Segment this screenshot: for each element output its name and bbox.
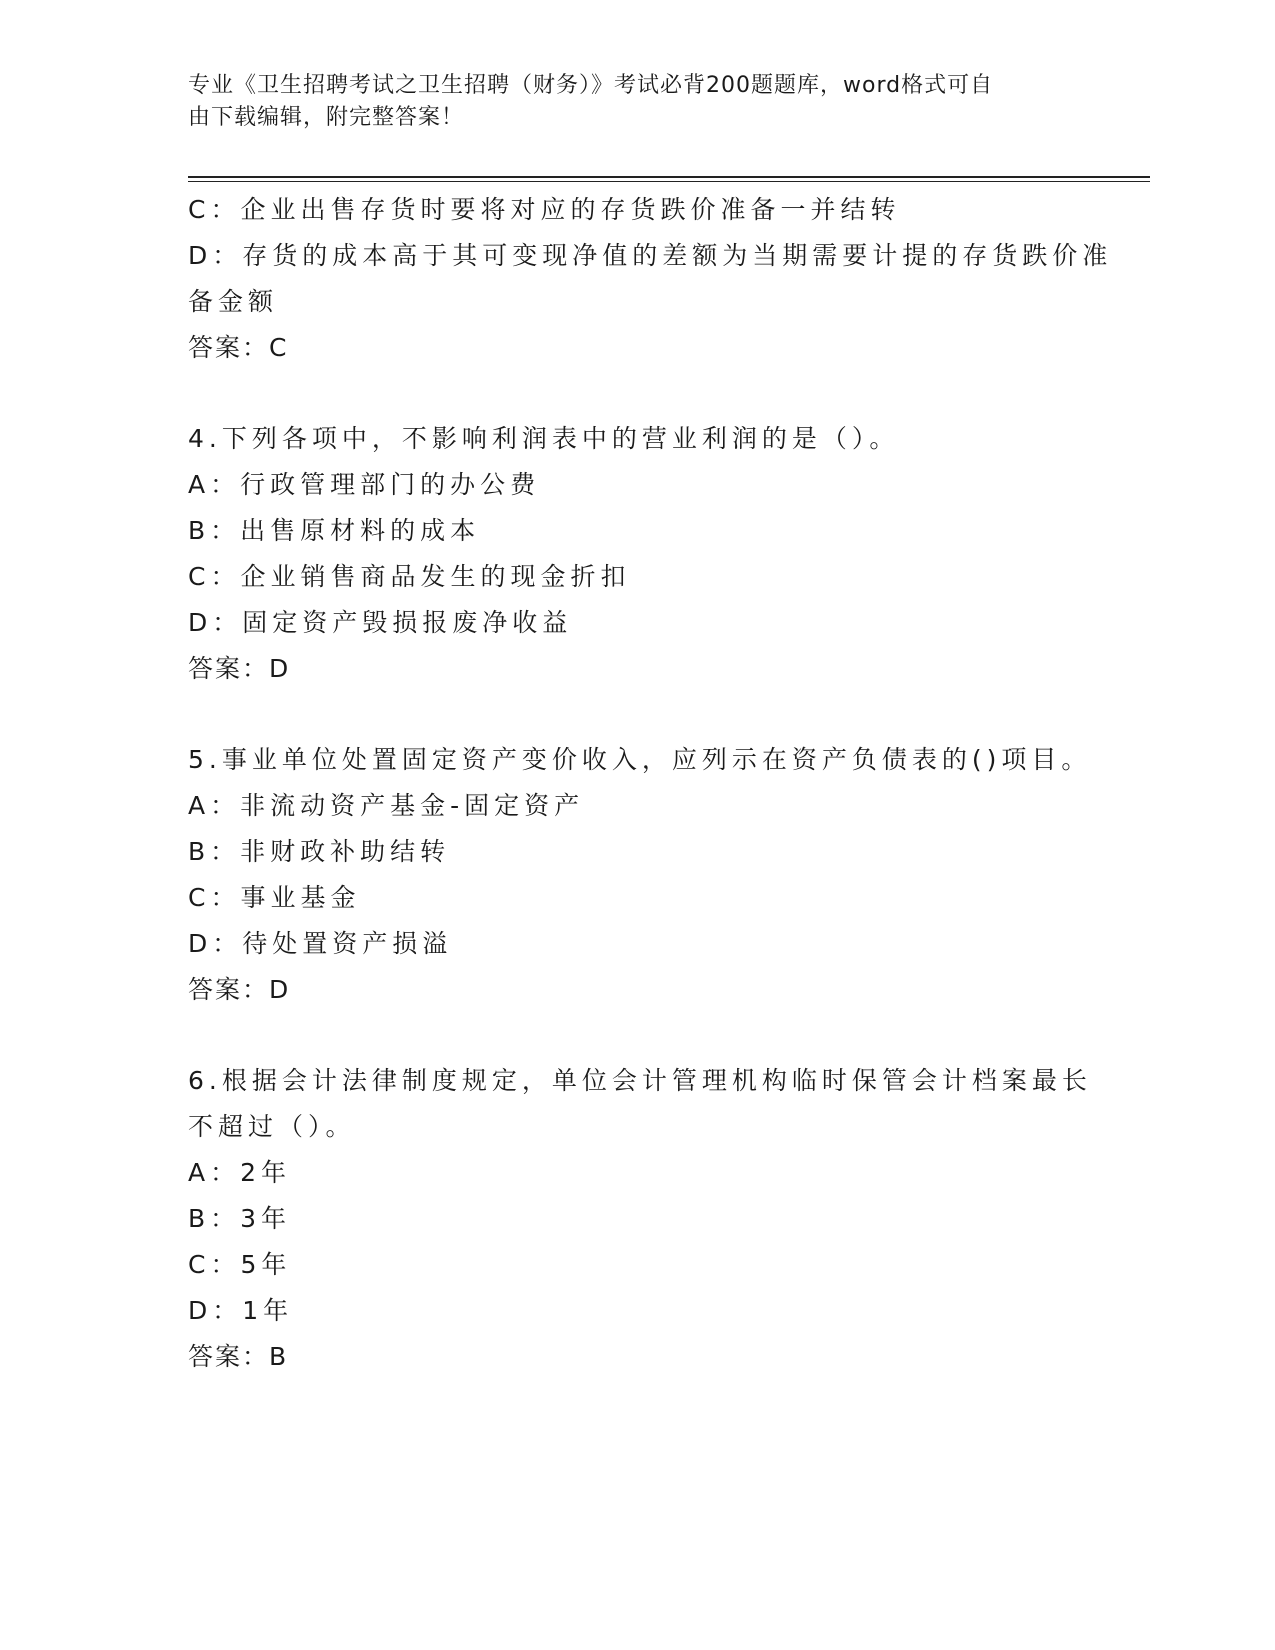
- answer-line: 答案：D: [188, 654, 291, 683]
- spacer: [188, 1013, 1088, 1058]
- option-d: D：固定资产毁损报废净收益: [188, 608, 573, 637]
- option-c: C：5年: [188, 1250, 292, 1279]
- option-c: C：事业基金: [188, 883, 361, 912]
- answer-line: 答案：B: [188, 1342, 289, 1371]
- spacer: [188, 692, 1088, 737]
- question-3-carryover: [188, 187, 1113, 371]
- option-d: D：待处置资产损溢: [188, 929, 453, 958]
- option-b: B：3年: [188, 1204, 292, 1233]
- question-4: [188, 416, 1088, 692]
- option-a: A：非流动资产基金-固定资产: [188, 791, 585, 820]
- question-5: [188, 737, 1092, 1013]
- option-c: C：企业出售存货时要将对应的存货跌价准备一并结转: [188, 195, 901, 224]
- header-line-2: 由下载编辑，附完整答案！: [188, 105, 465, 130]
- header-divider-thin: [188, 181, 1150, 182]
- answer-line: 答案：D: [188, 975, 291, 1004]
- document-header: [188, 70, 1068, 134]
- document-body: [188, 187, 1113, 1380]
- question-6: [188, 1058, 1092, 1380]
- option-c: C：企业销售商品发生的现金折扣: [188, 562, 631, 591]
- option-d-continuation: 备金额: [188, 287, 279, 316]
- question-stem: 5.事业单位处置固定资产变价收入，应列示在资产负债表的()项目。: [188, 745, 1092, 774]
- option-a: A：2年: [188, 1158, 292, 1187]
- question-stem: 4.下列各项中，不影响利润表中的营业利润的是（）。: [188, 424, 900, 453]
- option-b: B：出售原材料的成本: [188, 516, 481, 545]
- option-d: D：1年: [188, 1296, 294, 1325]
- answer-line: 答案：C: [188, 333, 289, 362]
- spacer: [188, 371, 1088, 416]
- option-d: D：存货的成本高于其可变现净值的差额为当期需要计提的存货跌价准: [188, 241, 1113, 270]
- question-stem: 6.根据会计法律制度规定，单位会计管理机构临时保管会计档案最长: [188, 1066, 1092, 1095]
- option-a: A：行政管理部门的办公费: [188, 470, 541, 499]
- option-b: B：非财政补助结转: [188, 837, 451, 866]
- header-divider-thick: [188, 176, 1150, 178]
- header-line-1: 专业《卫生招聘考试之卫生招聘（财务）》考试必背200题题库，word格式可自: [188, 73, 994, 98]
- question-stem-continuation: 不超过（）。: [188, 1112, 356, 1141]
